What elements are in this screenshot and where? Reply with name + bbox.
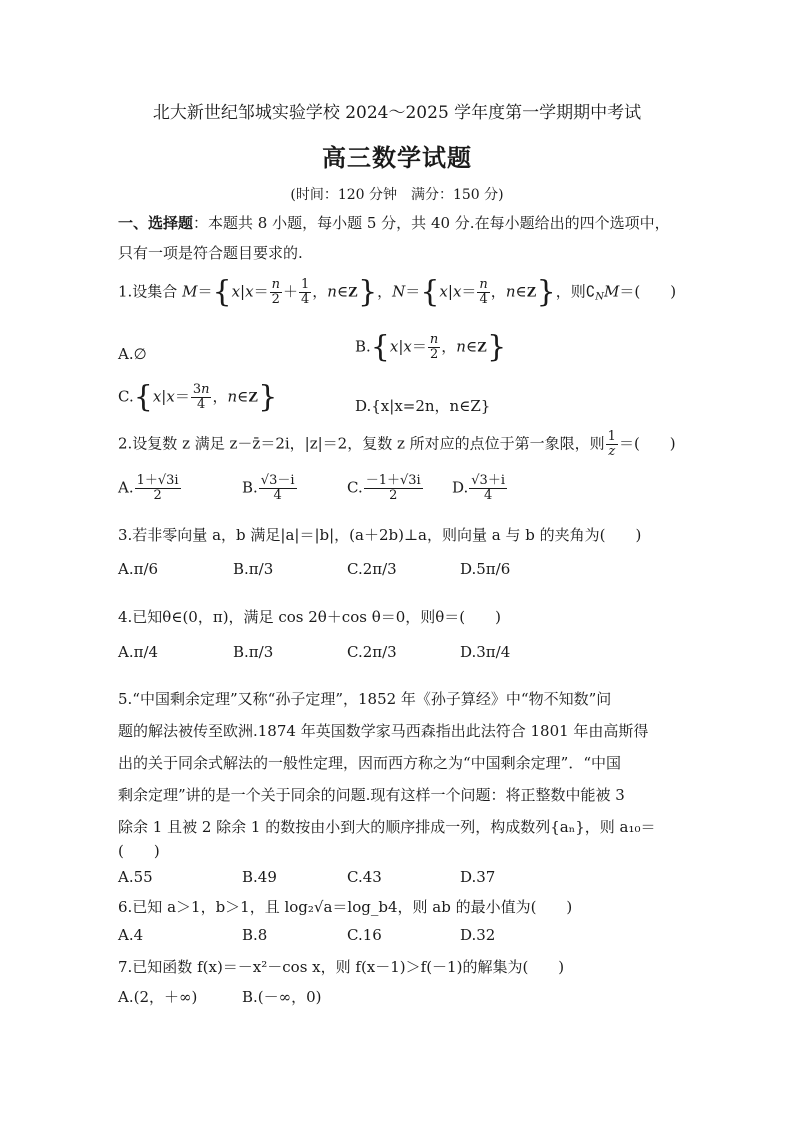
q7-option-a: A.(2，＋∞)	[118, 988, 198, 1006]
q2-option-d: D. $\frac{√3+i}{4}$	[452, 473, 505, 503]
q5-line-3: 出的关于同余式解法的一般性定理，因而西方称之为“中国剩余定理”．“中国	[118, 754, 622, 772]
q1-prefix: 1.设集合	[118, 282, 183, 301]
q5-option-c: C.43	[347, 868, 382, 886]
q1-option-d: D.{x|x=2n，n∈Z}	[355, 397, 491, 415]
q5-line-5: 除余 1 且被 2 除余 1 的数按由小到大的顺序排成一列，构成数列{aₙ}，则 a₁₀＝	[118, 818, 656, 836]
q4-option-c: C.2π/3	[347, 643, 397, 661]
q1-option-a: A.∅	[118, 345, 147, 363]
q2-option-b: B. $\frac{√3-i}{4}$	[242, 473, 295, 503]
q4-option-b: B.π/3	[233, 643, 274, 661]
q3-stem: 3.若非零向量 a，b 满足|a|＝|b|，(a＋2b)⊥a，则向量 a 与 b 的夹角为( )	[118, 526, 642, 544]
q2-stem: 2.设复数 z 满足 z－z̄＝2i，|z|＝2，复数 z 所对应的点位于第一象限，则 $\frac{1}{z}$ ＝( )	[118, 429, 676, 459]
q3-option-d: D.5π/6	[460, 560, 511, 578]
q6-stem: 6.已知 a＞1，b＞1，且 log₂√a＝log_b4，则 ab 的最小值为( )	[118, 898, 573, 916]
q1-stem: 1.设集合 M＝{x|x＝ $\frac{n}{2}$ ＋ $\frac{1}{4}$ ，n∈Z}，N＝{x|x＝ $\frac{n}{4}$ ，n∈Z}，则$∁_NM=$( )	[118, 274, 677, 310]
q1-option-b: B.{x|x＝ $\frac{n}{2}$ ，n∈Z}	[355, 329, 507, 365]
q1-suffix: ，则∁	[555, 282, 596, 301]
q5-line-1: 5.“中国剩余定理”又称“孙子定理”，1852 年《孙子算经》中“物不知数”问	[118, 690, 612, 708]
q7-option-b: B.(－∞，0)	[242, 988, 322, 1006]
q6-option-b: B.8	[242, 926, 268, 944]
q5-line-6: ( )	[118, 842, 160, 860]
section-heading: 一、选择题	[118, 214, 194, 232]
q5-option-b: B.49	[242, 868, 277, 886]
q5-line-2: 题的解法被传至欧洲.1874 年英国数学家马西森指出此法符合 1801 年由高斯得	[118, 722, 649, 740]
q6-option-a: A.4	[118, 926, 144, 944]
q5-line-4: 剩余定理”讲的是一个关于同余的问题.现有这样一个问题：将正整数中能被 3	[118, 786, 625, 804]
school-header: 北大新世纪邹城实验学校 2024～2025 学年度第一学期期中考试	[152, 103, 642, 123]
q1-option-c: C.{x|x＝ $\frac{3n}{4}$ ，n∈Z}	[118, 379, 278, 415]
q3-option-c: C.2π/3	[347, 560, 397, 578]
q5-option-a: A.55	[118, 868, 153, 886]
page-title: 高三数学试题	[322, 143, 472, 172]
time-info: (时间：120 分钟 满分：150 分)	[290, 187, 504, 203]
q2-option-c: C. $\frac{-1+√3i}{2}$	[347, 473, 421, 503]
q6-option-d: D.32	[460, 926, 496, 944]
section-intro-line1	[118, 212, 670, 233]
q7-stem: 7.已知函数 f(x)＝－x²－cos x，则 f(x－1)＞f(－1)的解集为( )	[118, 958, 565, 976]
q4-option-d: D.3π/4	[460, 643, 511, 661]
q5-option-d: D.37	[460, 868, 496, 886]
q4-option-a: A.π/4	[118, 643, 159, 661]
q6-option-c: C.16	[347, 926, 382, 944]
q4-stem: 4.已知θ∈(0，π)，满足 cos 2θ＋cos θ＝0，则θ＝( )	[118, 608, 501, 626]
section-desc-1: ：本题共 8 小题，每小题 5 分，共 40 分.在每小题给出的四个选项中，	[193, 214, 670, 232]
q2-option-a: A. $\frac{1+√3i}{2}$	[118, 473, 179, 503]
q3-option-b: B.π/3	[233, 560, 274, 578]
section-desc-2: 只有一项是符合题目要求的.	[118, 244, 303, 262]
q3-option-a: A.π/6	[118, 560, 159, 578]
q1-paren: ( )	[634, 282, 677, 301]
